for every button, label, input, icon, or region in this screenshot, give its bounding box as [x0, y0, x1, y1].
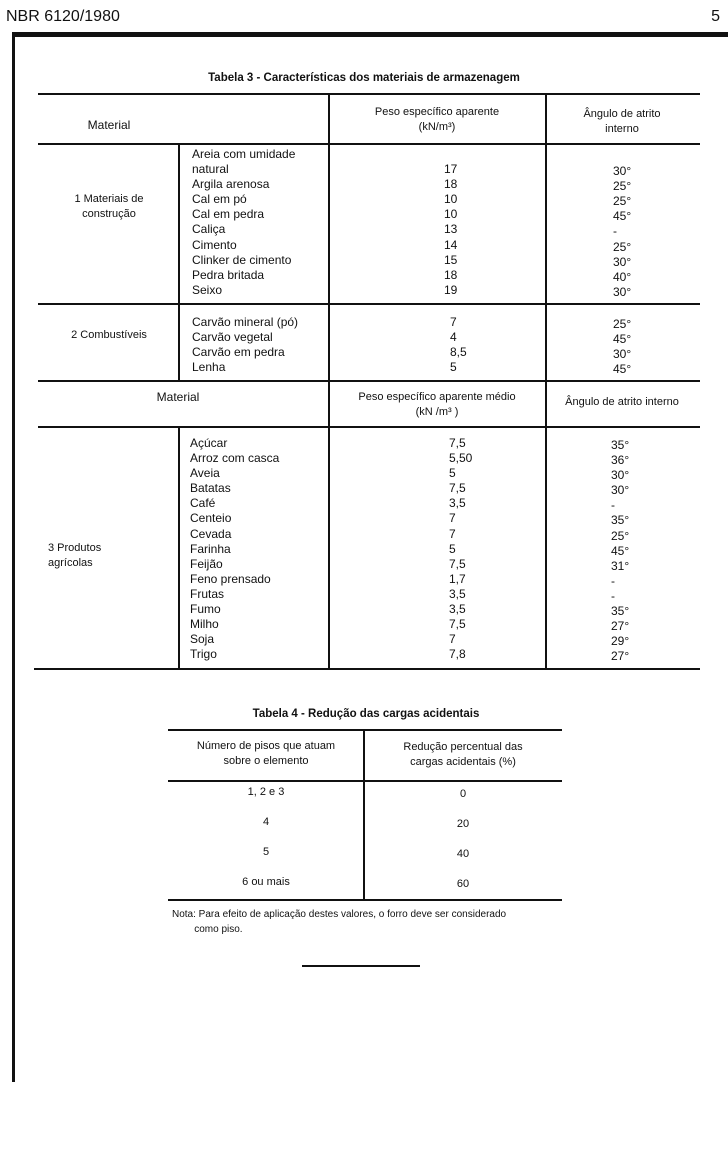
category-fuels: 2 Combustíveis: [71, 329, 147, 341]
weight-cell: 8,5: [450, 345, 467, 360]
weight-cell: 15: [444, 252, 458, 267]
weight-cell: 5: [450, 360, 457, 375]
table3-header-angulo: Ângulo de atrito interno: [583, 108, 661, 135]
material-cell: Cimento: [192, 237, 237, 252]
standard-code: NBR 6120/1980: [6, 8, 120, 25]
material-list-construction: [192, 147, 295, 298]
angle-cell: 25°: [613, 194, 632, 209]
weight-cell: 7: [450, 315, 457, 329]
material-cell: Cal em pó: [192, 192, 247, 207]
end-rule: [302, 965, 420, 967]
material-cell: Carvão em pedra: [192, 345, 285, 360]
angle-cell: 27°: [611, 649, 630, 664]
material-cell: Café: [190, 496, 216, 511]
table3-header-material: Material: [87, 118, 131, 132]
table3-header2-material: Material: [156, 390, 200, 404]
material-cell: Batatas: [190, 481, 231, 496]
material-cell: Lenha: [192, 360, 226, 375]
weight-cell: 1,7: [449, 571, 466, 586]
table3-title: Tabela 3 - Características dos materiais de armazenagem: [208, 72, 520, 84]
angle-cell: -: [613, 224, 617, 239]
weight-cell: 7: [449, 632, 456, 647]
weight-cell: 7,5: [449, 481, 466, 496]
angle-cell: 25°: [611, 528, 630, 543]
table4-floors-cell: 5: [262, 846, 270, 858]
table4-header-floors: Número de pisos que atuam sobre o elemento: [196, 740, 336, 767]
material-cell: Trigo: [190, 647, 217, 662]
material-cell: Pedra britada: [192, 267, 265, 282]
table4-floors-cell: 1, 2 e 3: [247, 786, 285, 798]
angle-cell: 25°: [613, 239, 632, 254]
category-agricultural: 3 Produtos agrícolas: [48, 542, 102, 569]
material-cell: Feijão: [190, 556, 223, 571]
weight-cell: 5,50: [449, 451, 473, 466]
weight-cell: 10: [444, 192, 458, 207]
material-cell: Milho: [190, 617, 219, 632]
weight-cell: 7,8: [449, 647, 466, 662]
angle-cell: 36°: [611, 453, 630, 468]
weight-cell: 10: [444, 207, 458, 222]
angle-cell: 30°: [613, 164, 632, 179]
table4-reduction-cell: 40: [456, 848, 470, 860]
material-cell: Cevada: [190, 526, 232, 541]
angle-list-construction: [613, 149, 631, 300]
angle-cell: 45°: [613, 332, 632, 347]
table3-header-peso: Peso específico aparente (kN/m³): [374, 106, 500, 133]
angle-cell: 30°: [613, 284, 632, 299]
material-cell: Seixo: [192, 282, 223, 297]
table4-reduction-cell: 20: [456, 818, 470, 830]
angle-cell: 40°: [613, 269, 632, 284]
page-number: 5: [711, 8, 720, 25]
margin-rule: [12, 32, 15, 1082]
angle-cell: [613, 149, 631, 164]
angle-cell: 45°: [613, 362, 632, 377]
angle-cell: 25°: [613, 317, 632, 331]
material-cell: Carvão vegetal: [192, 330, 273, 345]
category-construction: 1 Materiais de construção: [74, 193, 144, 220]
angle-list-fuels: [613, 317, 631, 377]
table3-header2-peso: Peso específico aparente médio (kN /m³ ): [358, 391, 516, 418]
weight-cell: 13: [444, 222, 458, 237]
table4-floors-cell: 6 ou mais: [242, 876, 290, 888]
angle-cell: 45°: [613, 209, 632, 224]
angle-cell: 35°: [611, 438, 630, 452]
weight-cell: 4: [450, 330, 457, 345]
angle-cell: -: [611, 498, 615, 513]
material-cell: Frutas: [190, 586, 225, 601]
angle-cell: 30°: [611, 483, 630, 498]
angle-cell: 35°: [611, 604, 630, 619]
material-cell: Carvão mineral (pó): [192, 315, 299, 329]
angle-cell: 25°: [613, 179, 632, 194]
table4-note: Nota: Para efeito de aplicação destes valores, o forro deve ser considerado como piso.: [172, 909, 507, 935]
weight-cell: 17: [444, 162, 458, 177]
material-cell: Caliça: [192, 222, 226, 237]
table4-reduction-cell: 0: [459, 788, 467, 800]
angle-cell: 27°: [611, 619, 630, 634]
material-cell: Feno prensado: [190, 571, 271, 586]
angle-cell: 30°: [613, 254, 632, 269]
angle-cell: 30°: [613, 347, 632, 362]
material-cell: Clinker de cimento: [192, 252, 292, 267]
weight-cell: 19: [444, 282, 458, 297]
header-rule: [12, 32, 728, 37]
angle-cell: 30°: [611, 468, 630, 483]
material-cell: natural: [192, 162, 229, 177]
table3-header2-angulo: Ângulo de atrito interno: [565, 396, 679, 408]
material-cell: Soja: [190, 632, 215, 647]
weight-cell: 3,5: [449, 586, 466, 601]
weight-cell: 5: [449, 541, 456, 556]
weight-cell: 5: [449, 466, 456, 481]
weight-cell: 7,5: [449, 436, 466, 450]
angle-list-agricultural: [611, 438, 629, 664]
angle-cell: 29°: [611, 634, 630, 649]
table4-header-reduction: Redução percentual das cargas acidentais (%): [403, 741, 523, 768]
weight-cell: 3,5: [449, 496, 466, 511]
weight-list-agricultural: [449, 436, 472, 662]
material-cell: Farinha: [190, 541, 231, 556]
table4-reduction-cell: 60: [456, 878, 470, 890]
angle-cell: 45°: [611, 543, 630, 558]
material-cell: Areia com umidade: [192, 147, 296, 161]
weight-cell: 7,5: [449, 556, 466, 571]
angle-cell: 31°: [611, 558, 630, 573]
material-list-agricultural: [190, 436, 279, 662]
material-cell: Aveia: [190, 466, 220, 481]
weight-cell: 18: [444, 177, 458, 192]
material-cell: Açúcar: [190, 436, 228, 450]
angle-cell: -: [611, 573, 615, 588]
weight-list-construction: [444, 147, 457, 298]
weight-cell: [444, 147, 457, 162]
material-list-fuels: [192, 315, 298, 375]
material-cell: Centeio: [190, 511, 232, 526]
angle-cell: 35°: [611, 513, 630, 528]
material-cell: Arroz com casca: [190, 451, 280, 466]
material-cell: Fumo: [190, 602, 221, 617]
weight-cell: 18: [444, 267, 458, 282]
weight-cell: 3,5: [449, 602, 466, 617]
weight-cell: 14: [444, 237, 458, 252]
material-cell: Argila arenosa: [192, 177, 270, 192]
weight-list-fuels: [450, 315, 467, 375]
table4-title: Tabela 4 - Redução das cargas acidentais: [252, 708, 480, 720]
weight-cell: 7,5: [449, 617, 466, 632]
table4-floors-cell: 4: [262, 816, 270, 828]
weight-cell: 7: [449, 511, 456, 526]
material-cell: Cal em pedra: [192, 207, 265, 222]
angle-cell: -: [611, 588, 615, 603]
weight-cell: 7: [449, 526, 456, 541]
